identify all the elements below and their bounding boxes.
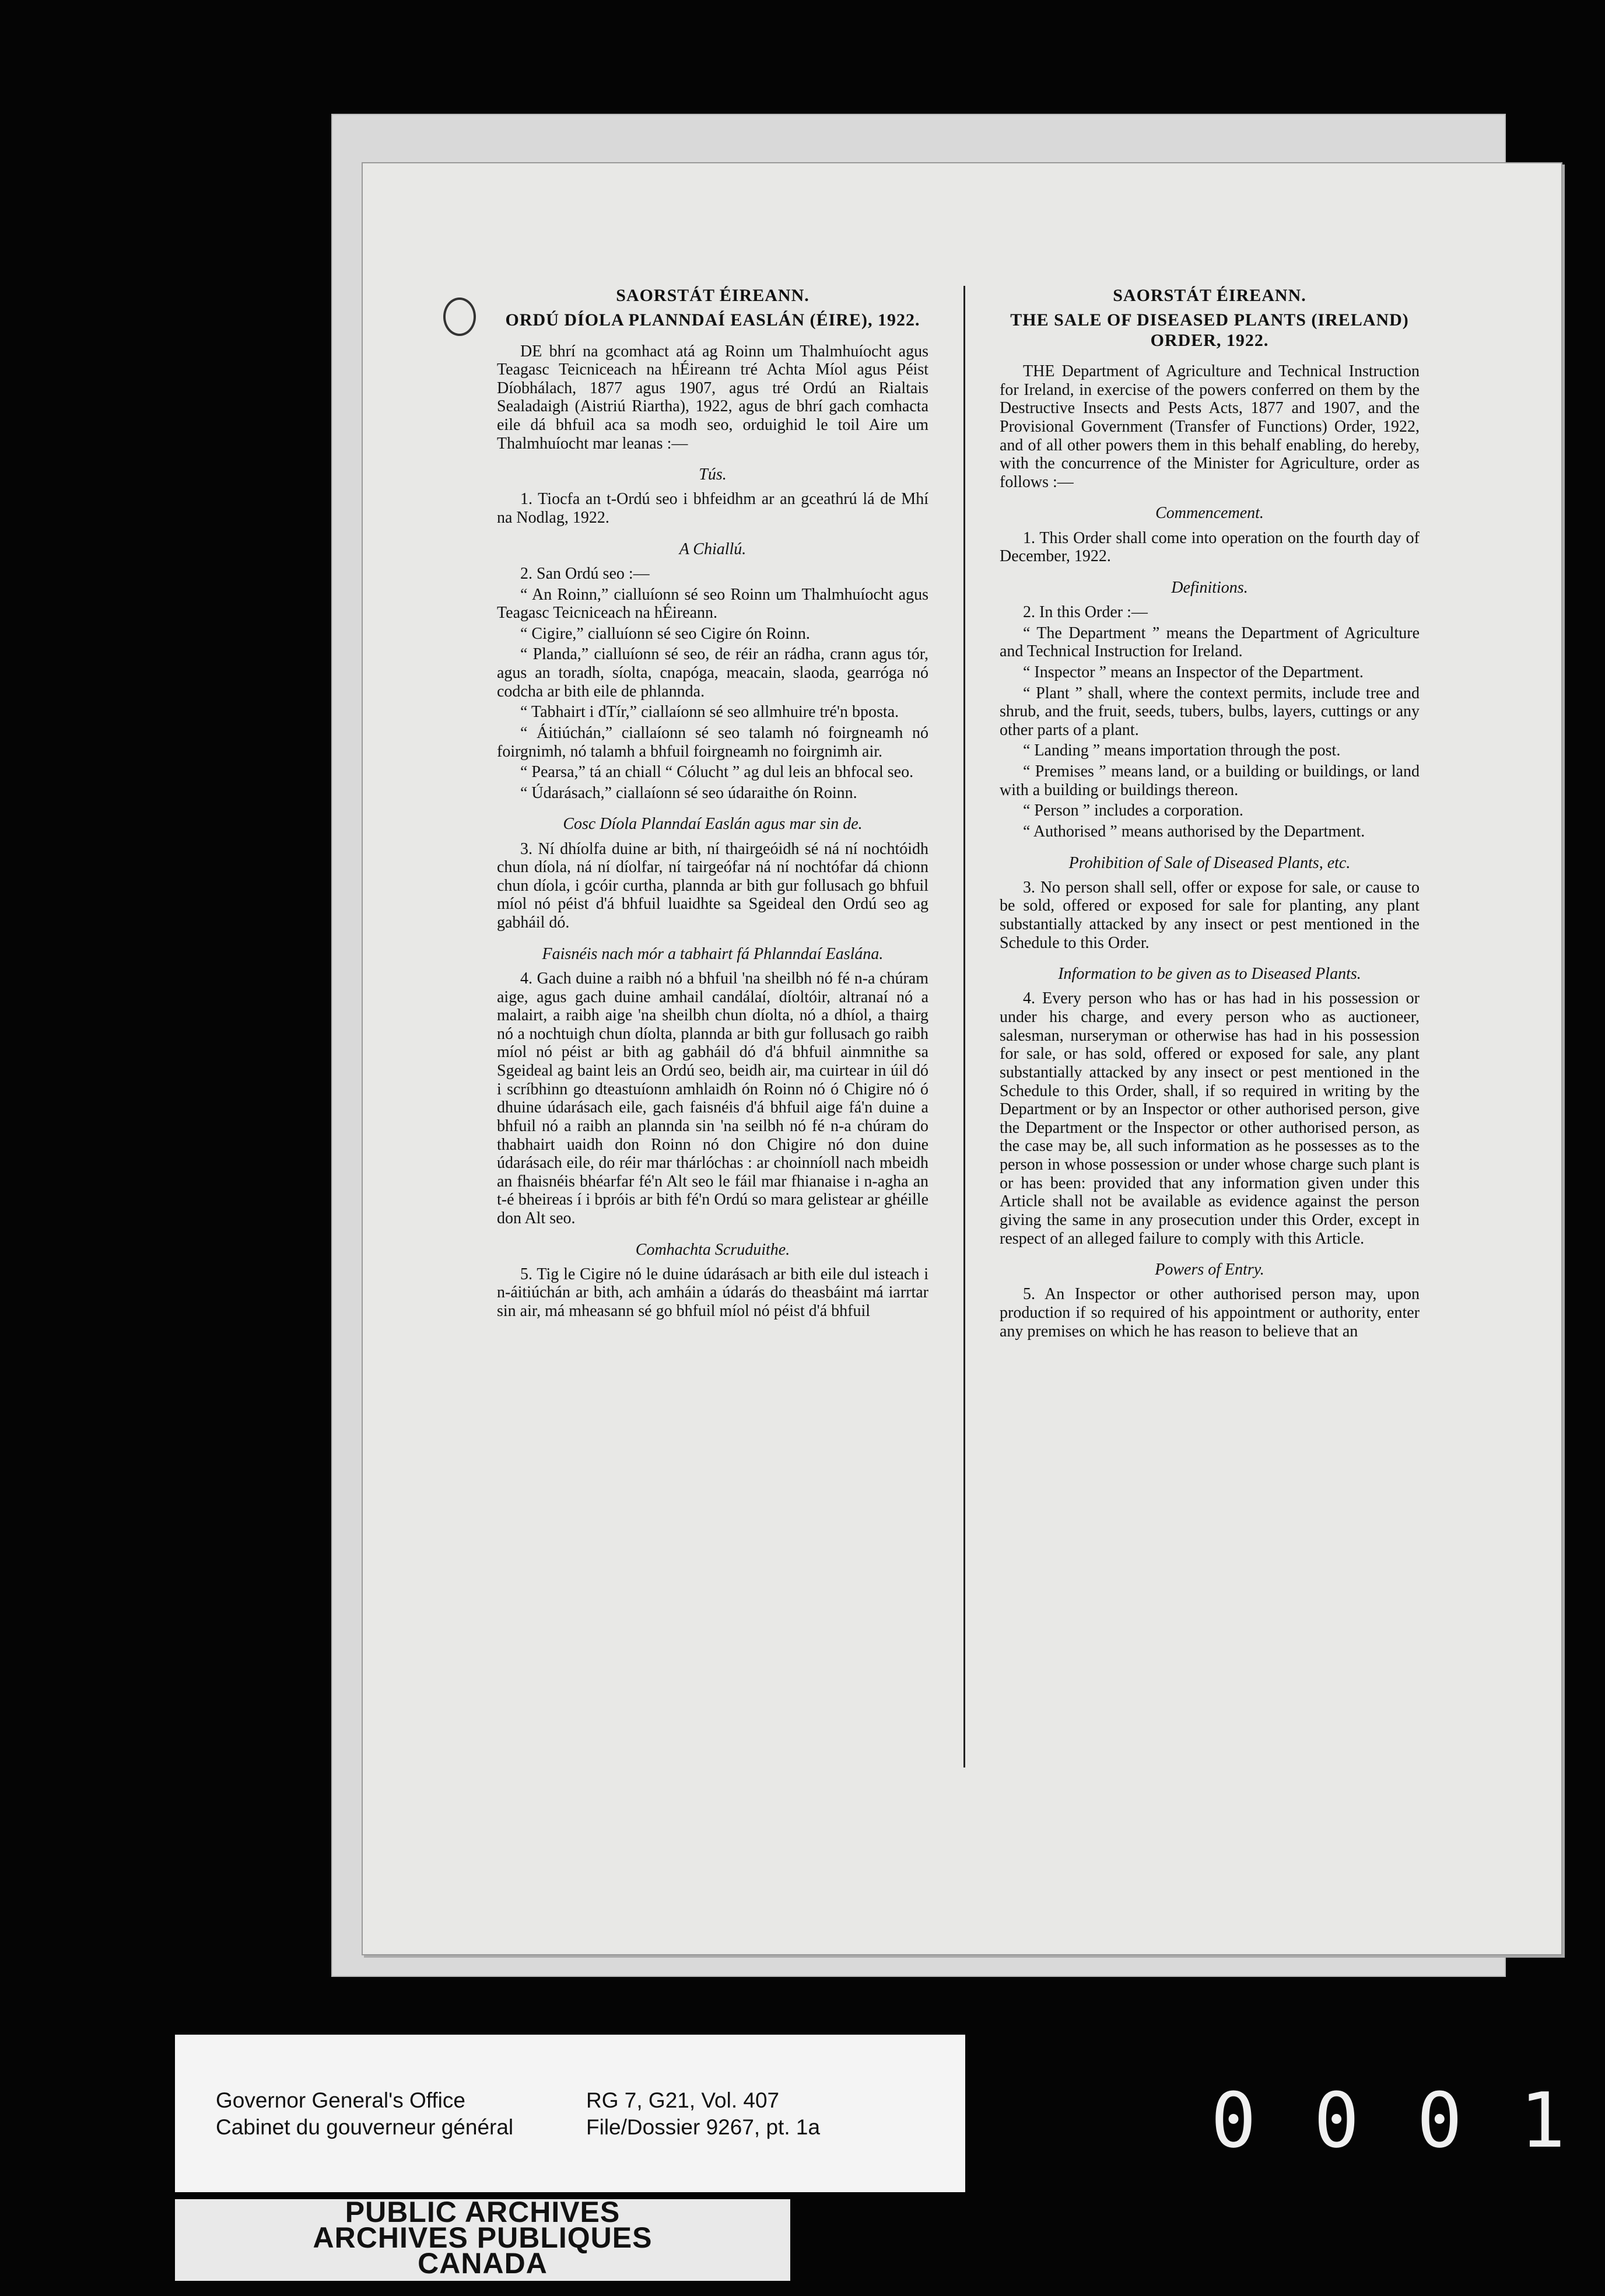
irish-definition: “ Tabhairt i dTír,” ciallaíonn sé seo allmhuire tré'n bposta. <box>520 703 899 722</box>
irish-definition: “ Údarásach,” ciallaíonn sé seo údaraithe ón Roinn. <box>520 783 857 802</box>
english-definition: “ Plant ” shall, where the context permits, include tree and shrub, and the fruit, seeds, tubers, bulbs, layers, cuttings or any other parts of a plant. <box>1000 684 1420 739</box>
english-article-1: 1. This Order shall come into operation on the fourth day of December, 1922. <box>1000 528 1420 566</box>
english-definition: “ Premises ” means land, or a building or buildings, or land with a building or buildings thereon. <box>1000 762 1420 799</box>
english-definition: “ The Department ” means the Department of Agriculture and Technical Instruction for Ireland. <box>1000 624 1420 661</box>
english-definition: “ Authorised ” means authorised by the Department. <box>1023 822 1365 841</box>
irish-article-4: 4. Gach duine a raibh nó a bhfuil 'na sheilbh nó fé n-a chúram aige, agus gach duine amhail candálaí, díoltóir, altranaí nó a malairt, a raibh aige 'na sheilbh chun díolta, nó a dhíol, a thairg nó a nochtuigh chun díolta, plannda ar bith gur follusach go raibh míol nó péist ar bith ag gabháil dó d'á bhfuil ainmnithe sa Sgeideal ag baint leis an Ordú seo, beidh air, ma cuirtear in úil dó i scríbhinn go dteastuíonn amhlaidh ón Roinn nó ó Chigire nó ó dhuine údarásach eile, gach faisnéis d'á bhfuil aige fá'n duine a bhfuil nó a raibh an plannda sin 'na seilbh nó fé n-a chúram do thabhairt uaidh don Roinn nó don Chigire nó don duine údarásach eile, do réir mar thárlóchas : ar choinníoll nach mbeidh an fhaisnéis bhéarfar fé'n Alt seo le fáil mar fhianaise i n-agha an t-é bheireas í i bpróis ar bith fé'n Ordú so mara gelistear ar ghéille don Alt seo. <box>497 969 928 1227</box>
irish-definition: “ Pearsa,” tá an chiall “ Cólucht ” ag dul leis an bhfocal seo. <box>520 763 914 782</box>
english-order-title: THE SALE OF DISEASED PLANTS (IRELAND) ORDER, 1922. <box>1010 310 1409 350</box>
file-reference: File/Dossier 9267, pt. 1a <box>586 2115 821 2139</box>
frame-digit: 0 <box>1313 2076 1359 2165</box>
irish-definition: “ Planda,” cialluíonn sé seo, de réir an rádha, crann agus tór, agus an toradh, síolta, cnapóga, meacain, slaoda, gearróga nó codcha ar bith eile de phlannda. <box>497 645 928 701</box>
irish-definition: “ An Roinn,” cialluíonn sé seo Roinn um Thalmhuíocht agus Teagasc Teicniceach na hÉireann. <box>497 585 928 622</box>
irish-section-information: Faisnéis nach mór a tabhairt fá Phlanndaí Easlána. <box>542 944 884 963</box>
english-section-prohibition: Prohibition of Sale of Diseased Plants, etc. <box>1068 853 1351 872</box>
english-article-3: 3. No person shall sell, offer or expose for sale, or cause to be sold, offered or exposed for sale for planting, any plant substantially attacked by any insect or pest mentioned in the Schedule to this Order. <box>1000 878 1420 952</box>
english-section-definitions: Definitions. <box>1171 578 1248 597</box>
english-section-powers: Powers of Entry. <box>1155 1261 1264 1279</box>
irish-section-definitions: A Chiallú. <box>679 540 747 558</box>
frame-digit: 0 <box>1210 2076 1257 2165</box>
english-section-commencement: Commencement. <box>1155 504 1264 523</box>
document-page <box>362 162 1562 1955</box>
irish-section-powers: Comhachta Scruduithe. <box>635 1240 790 1259</box>
irish-state-heading: SAORSTÁT ÉIREANN. <box>616 286 809 305</box>
english-article-5: 5. An Inspector or other authorised person may, upon production if so required of his appointment or authority, enter any premises on which he has reason to believe that an <box>1000 1285 1420 1340</box>
stamp-line: CANADA <box>418 2247 548 2280</box>
irish-column <box>497 286 928 1323</box>
irish-preamble: DE bhrí na gcomhact atá ag Roinn um Thalmhuíocht agus Teagasc Teicniceach na hÉireann tré Achta Míol agus Péist Díobhálach, 1877 agus 1907, agus tré Ordú an Rialtais Sealadaigh (Aistriú Riartha), 1922, agus de bhrí gach comhacta eile dá bhfuil aca sa modh seo, orduighid le toil Aire um Thalmhuíocht mar leanas :— <box>497 342 928 453</box>
stamp-line: PUBLIC ARCHIVES <box>345 2196 621 2228</box>
column-divider <box>963 286 965 1768</box>
english-article-4: 4. Every person who has or has had in his possession or under his charge, and every person who as auctioneer, salesman, nurseryman or otherwise has had in his possession for sale, or has sold, offered or exposed for sale, any plant substantially attacked by any insect or pest mentioned in the Schedule to this Order, shall, if so required in writing by the Department or by an Inspector or other authorised person, give the Department or the Inspector or other authorised person, as the case may be, all such information as he possesses as to the person in whose possession or under whose charge such plant is or has been: provided that any information given under this Article shall not be available as evidence against the person giving the same in any prosecution under this Order, except in respect of an alleged failure to comply with this Article. <box>1000 989 1420 1248</box>
english-section-information: Information to be given as to Diseased Plants. <box>1058 965 1361 984</box>
english-definition: “ Person ” includes a corporation. <box>1023 802 1243 820</box>
irish-order-title: ORDÚ DÍOLA PLANNDAÍ EASLÁN (ÉIRE), 1922. <box>505 310 920 330</box>
irish-article-1: 1. Tiocfa an t-Ordú seo i bhfeidhm ar an gceathrú lá de Mhí na Nodlag, 1922. <box>497 490 928 527</box>
punch-hole <box>443 298 476 336</box>
frame-digit: 1 <box>1519 2076 1566 2165</box>
irish-article-2: 2. San Ordú seo :— <box>520 564 650 583</box>
irish-section-commencement: Tús. <box>699 466 727 484</box>
english-definition: “ Inspector ” means an Inspector of the Department. <box>1023 663 1364 681</box>
english-state-heading: SAORSTÁT ÉIREANN. <box>1113 286 1306 305</box>
irish-article-3: 3. Ní dhíolfa duine ar bith, ní thairgeóidh sé ná ní nochtóidh chun díola, ná ní díolfar, ní tairgeófar ná ní nochtófar dá chionn chun díola, i gcóir curtha, plannda ar bith gur follusach go bhfuil míol nó péist d'á bhfuil luaidhte sa Sgeideal den Ordú seo ag gabháil dó. <box>497 839 928 932</box>
english-column <box>1000 286 1420 1343</box>
microfilm-frame-number <box>1196 2076 1581 2165</box>
english-preamble: THE Department of Agriculture and Technical Instruction for Ireland, in exercise of the powers conferred on them by the Destructive Insects and Pests Acts, 1877 and 1907, and the Provisional Government (Transfer of Functions) Order, 1922, and of all other powers them in this behalf enabling, do hereby, with the concurrence of the Minister for Agriculture, order as follows :— <box>1000 362 1420 491</box>
public-archives-stamp <box>175 2196 790 2281</box>
frame-digit: 0 <box>1417 2076 1463 2165</box>
english-definition: “ Landing ” means importation through the post. <box>1023 741 1341 760</box>
irish-section-prohibition: Cosc Díola Planndaí Easlán agus mar sin de. <box>563 815 863 834</box>
stamp-line: ARCHIVES PUBLIQUES <box>313 2221 653 2254</box>
irish-definition: “ Cigire,” cialluíonn sé seo Cigire ón Roinn. <box>520 624 810 643</box>
irish-definition: “ Áitiúchán,” ciallaíonn sé seo talamh nó foirgneamh nó foirgnimh, nó talamh a bhfuil foirgneamh no foirgnimh air. <box>497 723 928 761</box>
english-article-2: 2. In this Order :— <box>1023 603 1148 621</box>
irish-article-5: 5. Tig le Cigire nó le duine údarásach ar bith eile dul isteach i n-áitiúchán ar bith, ach amháin a údarás do theasbáint má iarrtar sin air, má mheasann sé go bhfuil míol nó péist d'á bhfuil <box>497 1265 928 1321</box>
record-group-reference: RG 7, G21, Vol. 407 <box>586 2088 780 2112</box>
office-french: Cabinet du gouverneur général <box>216 2115 514 2139</box>
archive-label-card <box>175 2035 965 2192</box>
office-english: Governor General's Office <box>216 2088 465 2112</box>
